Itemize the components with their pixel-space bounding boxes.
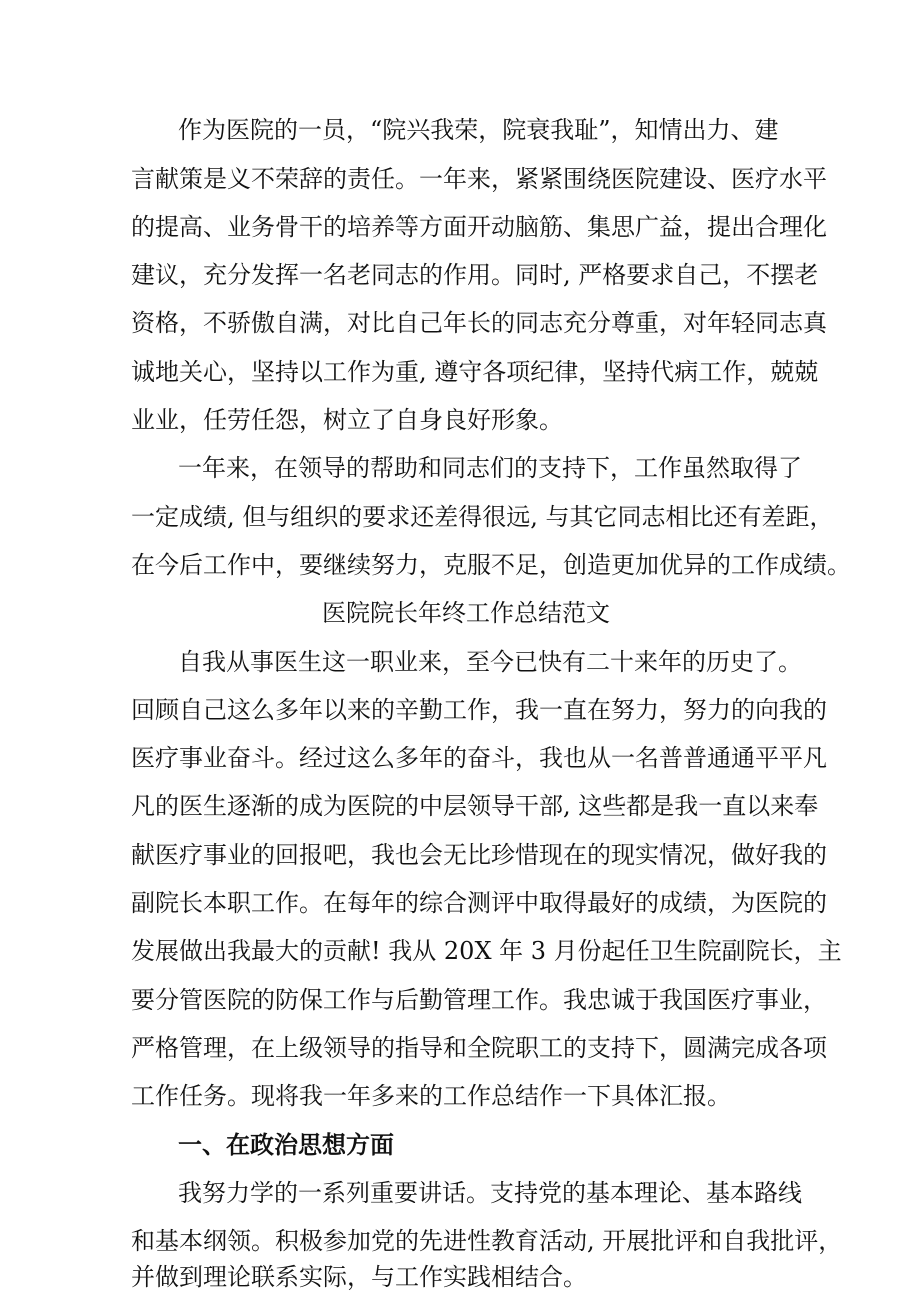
paragraph-2-line-3: 在今后工作中，要继续努力，克服不足，创造更加优异的工作成绩。 <box>131 551 851 579</box>
paragraph-1-line-5: 资格，不骄傲自满，对比自己年长的同志充分尊重，对年轻同志真 <box>131 309 827 337</box>
paragraph-1-line-4: 建议，充分发挥一名老同志的作用。同时, 严格要求自己，不摆老 <box>131 261 819 289</box>
paragraph-1-line-7: 业业，任劳任怨，树立了自身良好形象。 <box>131 406 563 434</box>
paragraph-1-line-6: 诚地关心，坚持以工作为重, 遵守各项纪律，坚持代病工作，兢兢 <box>131 358 819 386</box>
paragraph-1-line-3: 的提高、业务骨干的培养等方面开动脑筋、集思广益，提出合理化 <box>131 213 827 241</box>
paragraph-3-line-6: 副院长本职工作。在每年的综合测评中取得最好的成绩，为医院的 <box>131 889 827 917</box>
paragraph-3-line-8: 要分管医院的防保工作与后勤管理工作。我忠诚于我国医疗事业， <box>131 986 827 1014</box>
paragraph-3-line-1: 自我从事医生这一职业来，至今已快有二十来年的历史了。 <box>178 648 802 676</box>
paragraph-1-line-2: 言献策是义不荣辞的责任。一年来，紧紧围绕医院建设、医疗水平 <box>131 165 827 193</box>
paragraph-3-line-5: 献医疗事业的回报吧，我也会无比珍惜现在的现实情况，做好我的 <box>131 841 827 869</box>
paragraph-4-line-2: 和基本纲领。积极参加党的先进性教育活动, 开展批评和自我批评， <box>131 1227 843 1255</box>
paragraph-3-line-4: 凡的医生逐渐的成为医院的中层领导干部, 这些都是我一直以来奉 <box>131 792 819 820</box>
paragraph-4-line-1: 我努力学的一系列重要讲话。支持党的基本理论、基本路线 <box>178 1179 802 1207</box>
paragraph-3-line-2: 回顾自己这么多年以来的辛勤工作，我一直在努力，努力的向我的 <box>131 696 827 724</box>
paragraph-4-line-3: 并做到理论联系实际，与工作实践相结合。 <box>131 1263 587 1291</box>
paragraph-3-line-10: 工作任务。现将我一年多来的工作总结作一下具体汇报。 <box>131 1082 731 1110</box>
paragraph-3-line-3: 医疗事业奋斗。经过这么多年的奋斗，我也从一名普普通通平平凡 <box>131 744 827 772</box>
section-heading: 一、在政治思想方面 <box>178 1131 394 1159</box>
paragraph-3-line-9: 严格管理，在上级领导的指导和全院职工的支持下，圆满完成各项 <box>131 1034 827 1062</box>
document-title: 医院院长年终工作总结范文 <box>322 599 610 627</box>
paragraph-2-line-2: 一定成绩, 但与组织的要求还差得很远, 与其它同志相比还有差距， <box>131 503 834 531</box>
paragraph-1-line-1: 作为医院的一员，“院兴我荣，院衰我耻”，知情出力、建 <box>178 116 779 144</box>
paragraph-2-line-1: 一年来，在领导的帮助和同志们的支持下，工作虽然取得了 <box>178 454 802 482</box>
paragraph-3-line-7: 发展做出我最大的贡献! 我从 20X 年 3 月份起任卫生院副院长，主 <box>131 937 842 965</box>
